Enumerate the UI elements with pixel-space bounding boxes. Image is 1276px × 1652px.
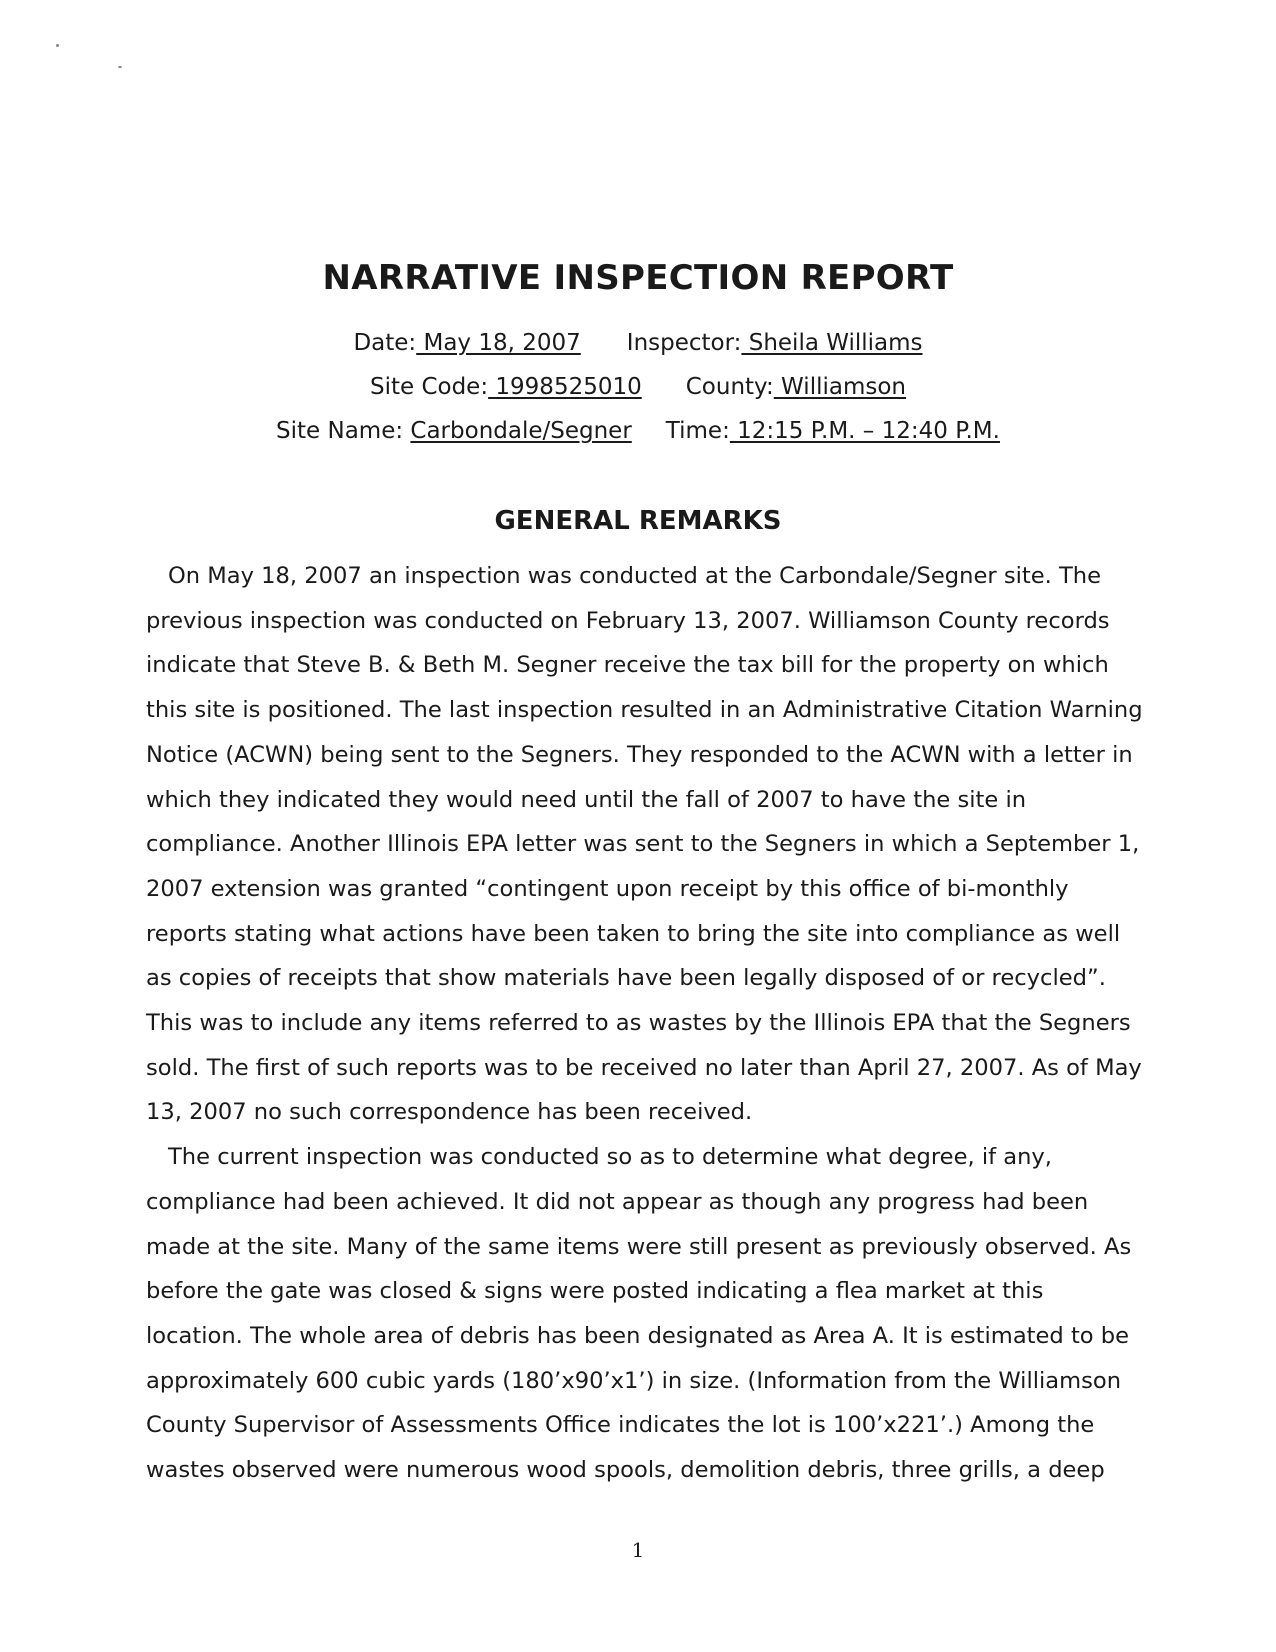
site-code-value: 1998525010 xyxy=(488,374,642,400)
date-value: May 18, 2007 xyxy=(416,330,581,356)
site-name-value: Carbondale/Segner xyxy=(410,418,632,444)
inspector-label: Inspector: xyxy=(626,330,742,356)
county-value: Williamson xyxy=(773,374,906,400)
site-name-field xyxy=(276,418,632,444)
remarks-body xyxy=(146,554,1146,1493)
county-field xyxy=(686,374,906,400)
remarks-paragraph-2: The current inspection was conducted so as to determine what degree, if any, compliance had been achieved. It did not appear as though any progress had been made at the site. Many of the same items were still present as previously observed. As before the gate was closed & signs were posted indicating a flea market at this location. The whole area of debris has been designated as Area A. It is estimated to be approximately 600 cubic yards (180’x90’x1’) in size. (Information from the Williamson County Supervisor of Assessments Office indicates the lot is 100’x221’.) Among the wastes observed were numerous wood spools, demolition debris, three grills, a deep xyxy=(146,1144,1132,1484)
date-label: Date: xyxy=(353,330,417,356)
time-field xyxy=(666,418,1000,444)
site-name-label: Site Name: xyxy=(276,418,411,444)
meta-row-date-inspector xyxy=(0,330,1276,356)
inspector-value: Sheila Williams xyxy=(741,330,923,356)
section-heading-general-remarks: GENERAL REMARKS xyxy=(494,506,782,536)
meta-row-site-code-county xyxy=(0,374,1276,400)
site-code-field xyxy=(370,374,642,400)
inspector-field xyxy=(627,330,923,356)
page-number: 1 xyxy=(631,1538,645,1562)
report-title: NARRATIVE INSPECTION REPORT xyxy=(322,258,954,298)
scan-speck xyxy=(118,66,122,68)
county-label: County: xyxy=(685,374,774,400)
date-field xyxy=(353,330,580,356)
time-value: 12:15 P.M. – 12:40 P.M. xyxy=(729,418,1000,444)
scan-speck xyxy=(56,44,59,47)
site-code-label: Site Code: xyxy=(369,374,489,400)
meta-row-site-name-time xyxy=(0,418,1276,444)
time-label: Time: xyxy=(665,418,730,444)
remarks-paragraph-1: On May 18, 2007 an inspection was conducted at the Carbondale/Segner site. The previous inspection was conducted on February 13, 2007. Williamson County records indicate that Steve B. & Beth M. Segner receive the tax bill for the property on which this site is positioned. The last inspection resulted in an Administrative Citation Warning Notice (ACWN) being sent to the Segners. They responded to the ACWN with a letter in which they indicated they would need until the fall of 2007 to have the site in compliance. Another Illinois EPA letter was sent to the Segners in which a September 1, 2007 extension was granted “contingent upon receipt by this office of bi-monthly reports stating what actions have been taken to bring the site into compliance as well as copies of receipts that show materials have been legally disposed of or recycled”. This was to include any items referred to as wastes by the Illinois EPA that the Segners sold. The first of such reports was to be received no later than April 27, 2007. As of May 13, 2007 no such correspondence has been received. xyxy=(146,563,1143,1126)
